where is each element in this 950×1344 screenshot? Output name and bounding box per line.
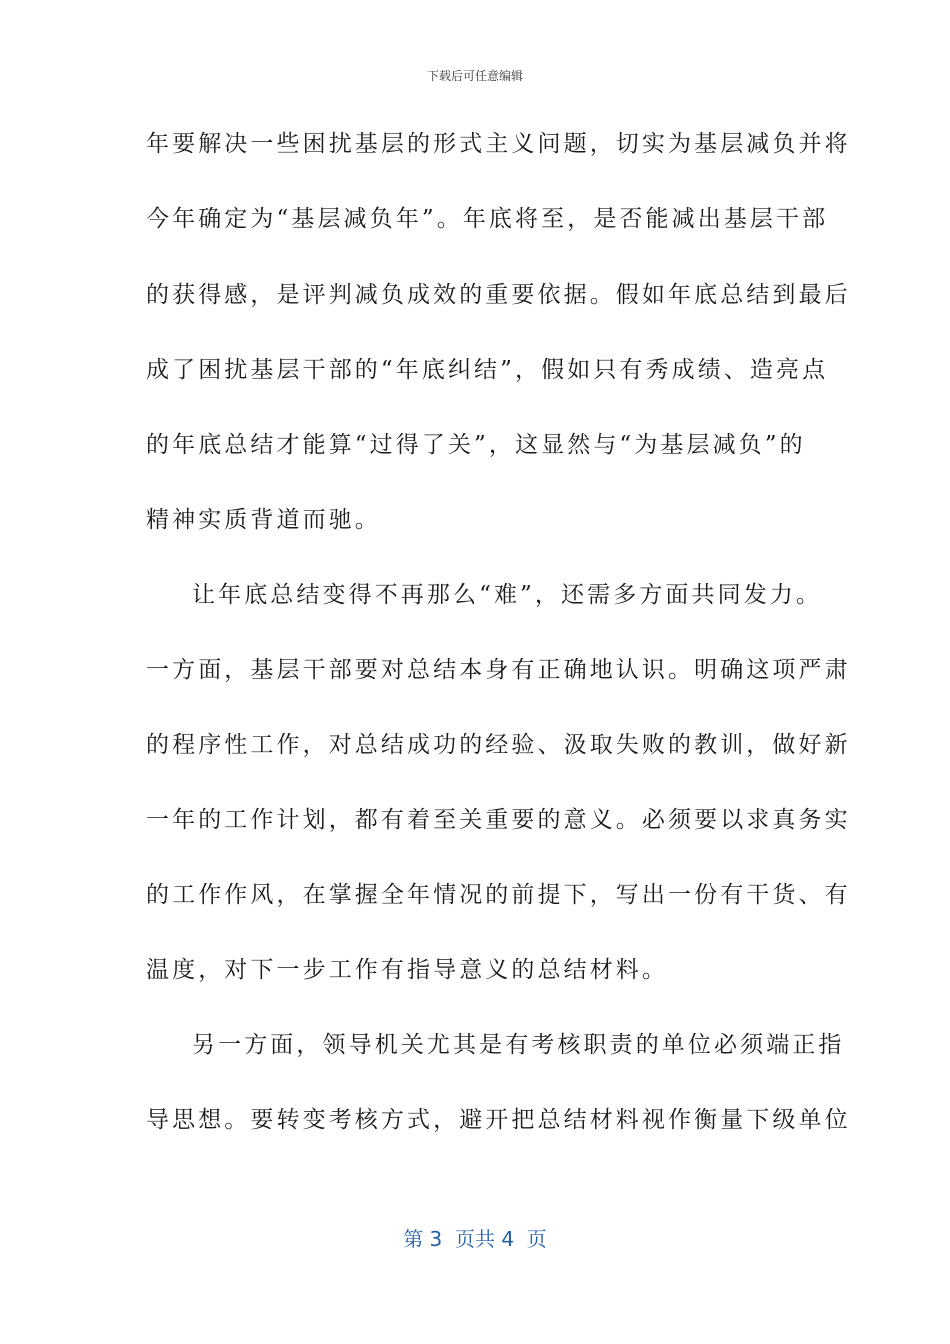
paragraph-1-line-5: 的年底总结才能算“过得了关”，这显然与“为基层减负”的 xyxy=(146,432,806,458)
paragraph-2-line-6: 温度，对下一步工作有指导意义的总结材料。 xyxy=(146,957,668,983)
paragraph-3-line-2: 导思想。要转变考核方式，避开把总结材料视作衡量下级单位 xyxy=(146,1107,851,1133)
paragraph-2-line-5: 的工作作风，在掌握全年情况的前提下，写出一份有干货、有 xyxy=(146,882,851,908)
paragraph-1-line-1: 年要解决一些困扰基层的形式主义问题，切实为基层减负并将 xyxy=(146,131,851,157)
paragraph-2-line-2: 一方面，基层干部要对总结本身有正确地认识。明确这项严肃 xyxy=(146,657,851,683)
paragraph-1-line-4: 成了困扰基层干部的“年底纠结”，假如只有秀成绩、造亮点 xyxy=(146,357,829,383)
page-header-note: 下载后可任意编辑 xyxy=(426,69,523,83)
paragraph-2-line-4: 一年的工作计划，都有着至关重要的意义。必须要以求真务实 xyxy=(146,807,851,833)
paragraph-2-line-3: 的程序性工作，对总结成功的经验、汲取失败的教训，做好新 xyxy=(146,732,851,758)
page-number-footer: 第 3 页共 4 页 xyxy=(403,1227,547,1251)
paragraph-1-line-6: 精神实质背道而驰。 xyxy=(146,507,381,533)
paragraph-3-line-1: 另一方面，领导机关尤其是有考核职责的单位必须端正指 xyxy=(192,1032,845,1058)
paragraph-2-line-1: 让年底总结变得不再那么“难”，还需多方面共同发力。 xyxy=(192,582,823,608)
paragraph-1-line-3: 的获得感，是评判减负成效的重要依据。假如年底总结到最后 xyxy=(146,282,851,308)
paragraph-1-line-2: 今年确定为“基层减负年”。年底将至，是否能减出基层干部 xyxy=(146,206,829,232)
